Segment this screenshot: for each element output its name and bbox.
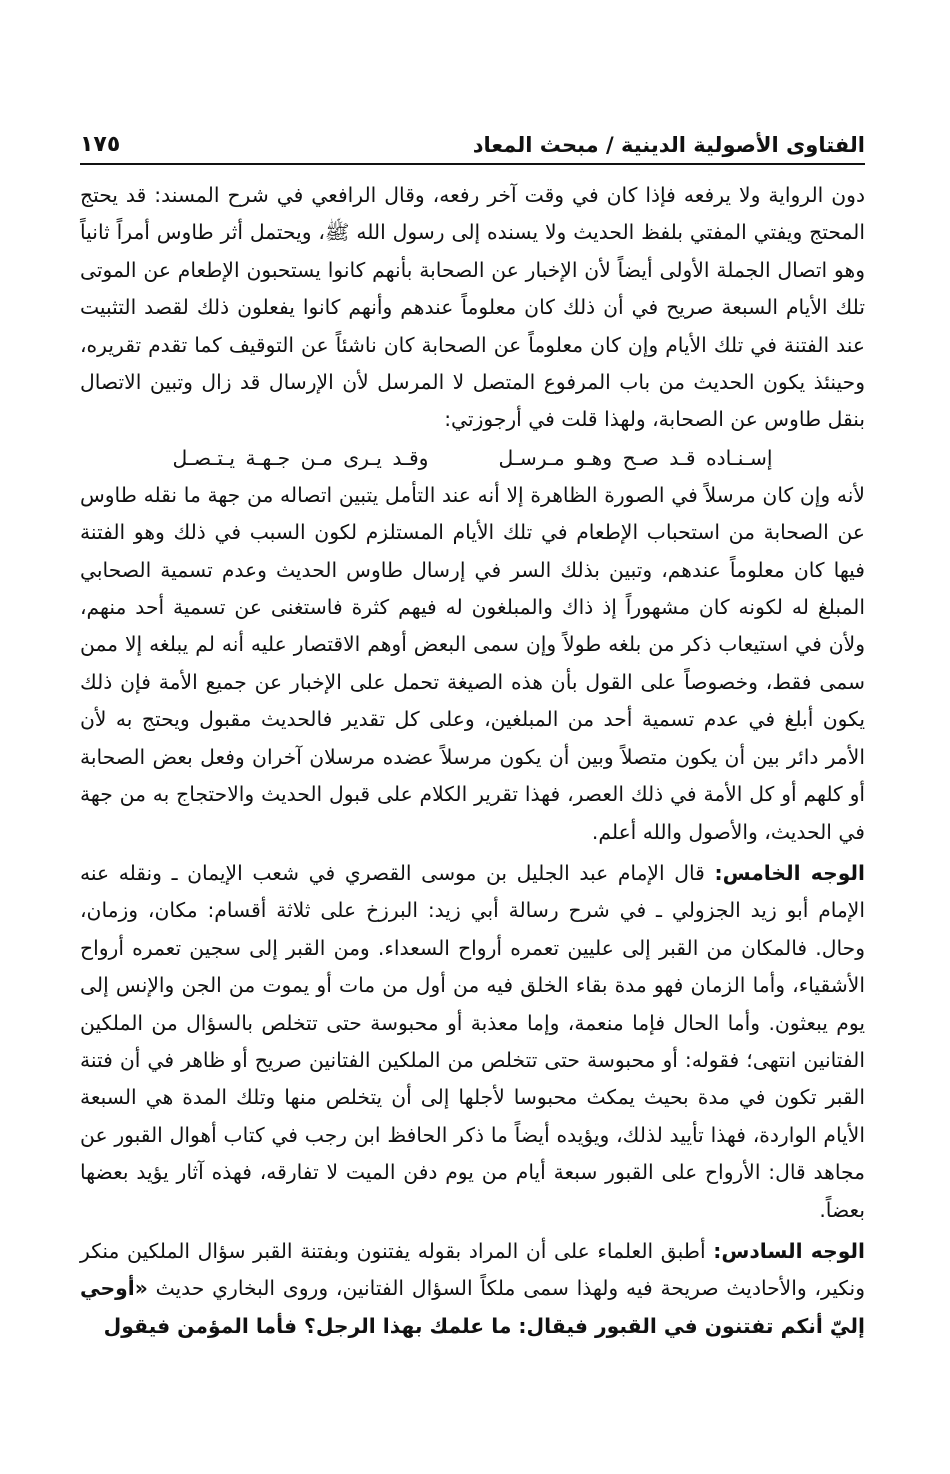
paragraph-1: دون الرواية ولا يرفعه فإذا كان في وقت آخر رفعه، وقال الرافعي في شرح المسند: قد يحتج المحتج ويفتي المفتي بلفظ الحديث ولا يسنده إلى رسول الله ﷺ، ويحتمل أثر طاوس أمراً ثانياً وهو اتصال الجملة الأولى أيضاً لأن الإخبار عن الصحابة بأنهم كانوا يستحبون الإطعام عن الموتى تلك الأيام السبعة صريح في أن ذلك كان معلوماً عندهم وأنهم كانوا يفعلون ذلك لقصد التثبيت عند الفتنة في تلك الأيام وإن كان معلوماً عن الصحابة كان ناشئاً عن التوقيف كما تقدم تقريره، وحينئذ يكون الحديث من باب المرفوع المتصل لا المرسل لأن الإرسال قد زال وتبين الاتصال بنقل طاوس عن الصحابة، ولهذا قلت في أرجوزتي:	[80, 183, 865, 432]
paragraph-3	[80, 855, 865, 1229]
page-number: ١٧٥	[80, 132, 121, 157]
section-heading-sixth: الوجه السادس:	[713, 1238, 865, 1263]
verse-hemistich-1: إسـنـاده قـد صـح وهـو مـرسـل	[498, 445, 773, 470]
paragraph-3-text: قال الإمام عبد الجليل بن موسى القصري في شعب الإيمان ـ ونقله عنه الإمام أبو زيد الجزولي ـ في شرح رسالة أبي زيد: البرزخ على ثلاثة أقسام: مكان، وزمان، وحال. فالمكان من القبر إلى عليين تعمره أرواح السعداء. ومن القبر إلى سجين تعمره أرواح الأشقياء، وأما الزمان فهو مدة بقاء الخلق فيه من أول من مات أو يموت من الجن والإنس إلى يوم يبعثون. وأما الحال فإما منعمة، وإما معذبة أو محبوسة حتى تتخلص بالسؤال من الملكين الفتانين انتهى؛ فقوله: أو محبوسة حتى تتخلص من الملكين الفتانين صريح أو ظاهر في أن فتنة القبر تكون في مدة بحيث يمكث محبوسا لأجلها إلى أن يتخلص منها وتلك المدة هي السبعة الأيام الواردة، فهذا تأييد لذلك، ويؤيده أيضاً ما ذكر الحافظ ابن رجب في كتاب أهوال القبور عن مجاهد قال: الأرواح على القبور سبعة أيام من يوم دفن الميت لا تفارقه، فهذه آثار يؤيد بعضها بعضاً.	[80, 860, 865, 1222]
header-title: الفتاوى الأصولية الدينية / مبحث المعاد	[472, 133, 865, 157]
running-header	[80, 132, 865, 165]
hadith-quote: «أوحي إليّ أنكم تفتنون في القبور فيقال: ما علمك بهذا الرجل؟ فأما المؤمن فيقول	[80, 1276, 865, 1338]
verse-hemistich-2: وقـد يـرى مـن جـهـة يـتـصـل	[172, 445, 429, 470]
paragraph-2: لأنه وإن كان مرسلاً في الصورة الظاهرة إلا أنه عند التأمل يتبين اتصاله من جهة ما نقله طاوس عن الصحابة من استحباب الإطعام في تلك الأيام المستلزم لكون السبب في ذلك وهو الفتنة فيها كان معلوماً عندهم، وتبين بذلك السر في إرسال طاوس الحديث وعدم تسمية الصحابي المبلغ له لكونه كان مشهوراً إذ ذاك والمبلغون له فيهم كثرة فاستغنى عن تسمية أحد منهم، ولأن في استيعاب ذكر من بلغه طولاً وإن سمى البعض أوهم الاقتصار عليه أنه لم يبلغه إلا ممن سمى فقط، وخصوصاً على القول بأن هذه الصيغة تحمل على الإخبار عن جميع الأمة فإن ذلك يكون أبلغ في عدم تسمية أحد من المبلغين، وعلى كل تقدير فالحديث مقبول ويحتج به لأن الأمر دائر بين أن يكون متصلاً وبين أن يكون مرسلاً عضده مرسلان آخران وفعل بعض الصحابة أو كلهم أو كل الأمة في ذلك العصر، فهذا تقرير الكلام على قبول الحديث والاحتجاج به من جهة في الحديث، والأصول والله أعلم.	[80, 482, 865, 844]
page-body	[80, 177, 865, 1345]
paragraph-4	[80, 1233, 865, 1345]
verse-line	[80, 439, 865, 477]
section-heading-fifth: الوجه الخامس:	[714, 860, 865, 885]
paragraph-4-text: أطبق العلماء على أن المراد بقوله يفتنون وبفتنة القبر سؤال الملكين منكر ونكير، والأحاديث صريحة فيه ولهذا سمى ملكاً السؤال الفتانين، وروى البخاري حديث	[80, 1238, 865, 1301]
